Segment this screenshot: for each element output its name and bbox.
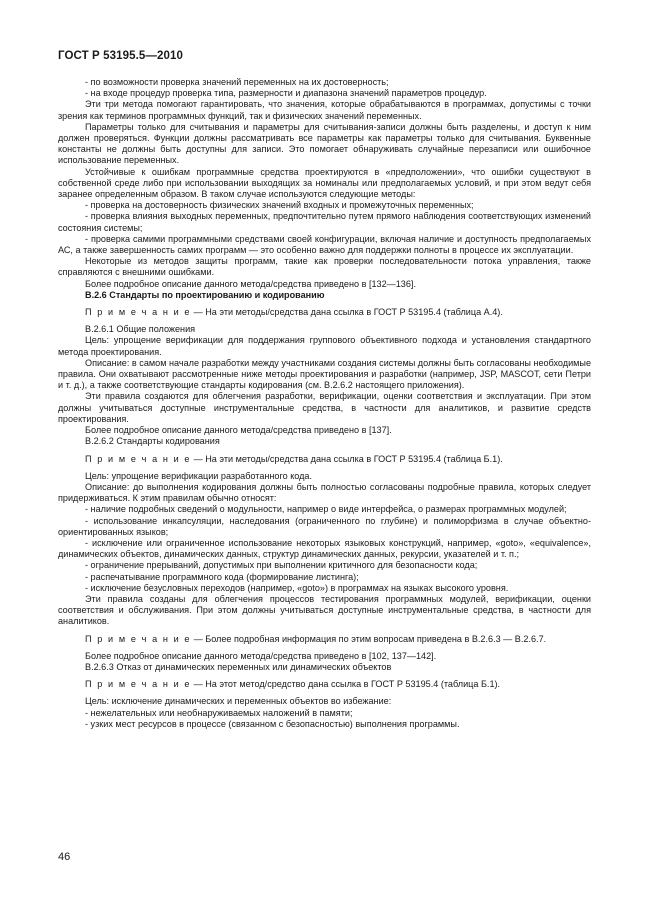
note-label: П р и м е ч а н и е — [85, 633, 192, 644]
paragraph: - проверка самими программными средствами своей конфигурации, включая наличие и доступность предполагаемых АС, а также завершенность самих программ — это особенно важно для поддержки полноты в процессе их эксплуатации. — [58, 233, 591, 256]
paragraph: - ограничение прерываний, допустимых при выполнении критичного для безопасности кода; — [85, 560, 478, 571]
note-label: П р и м е ч а н и е — [85, 453, 192, 464]
note — [58, 454, 591, 465]
note-label: П р и м е ч а н и е — [85, 307, 192, 318]
paragraph: - на входе процедур проверка типа, размерности и диапазона значений параметров процедур. — [85, 88, 487, 99]
paragraph: - по возможности проверка значений переменных на их достоверность; — [85, 77, 389, 87]
paragraph: Некоторые из методов защиты программ, такие как проверки последовательности потока управления, также справляются с внешними ошибками. — [58, 256, 591, 278]
paragraph: - использование инкапсуляции, наследования (ограниченного по глубине) и полиморфизма в случае объектно-ориентированных языков; — [58, 515, 591, 537]
paragraph: Устойчивые к ошибкам программные средства проектируются в «предположении», что ошибки существуют в собственной среде либо при использовании выходящих за номиналы или предполагаемых условий, и при этом ведут себя заранее определенным образом. В таком случае используются следующие методы: — [58, 166, 591, 200]
paragraph: Эти правила создаются для облегчения разработки, верификации, оценки соответствия и эксплуатации. При этом должны учитываться доступные инструментальные средства, в частности для аналитиков, и развитие средств проектирования. — [58, 391, 591, 424]
paragraph: - наличие подробных сведений о модульности, например о виде интерфейса, о размерах программных модулей; — [85, 504, 567, 515]
standard-code-header: ГОСТ Р 53195.5—2010 — [58, 50, 183, 62]
paragraph: Описание: до выполнения кодирования должны быть полностью согласованы подробные правила, которых следует придерживаться. К этим правилам обычно относят: — [58, 481, 591, 504]
section-heading: В.2.6 Стандарты по проектированию и кодированию — [85, 289, 325, 300]
paragraph: - распечатывание программного кода (формирование листинга); — [85, 571, 359, 582]
paragraph: - исключение безусловных переходов (например, «goto») в программах на языках высокого уровня. — [85, 582, 509, 593]
note-text: — На этот метод/средство дана ссылка в ГОСТ Р 53195.4 (таблица Б.1). — [191, 679, 501, 690]
paragraph: Цель: упрощение верификации для поддержания группового объективного подхода и установления стандартного метода проектирования. — [58, 335, 591, 357]
paragraph: Цель: упрощение верификации разработанного кода. — [85, 470, 313, 481]
paragraph: Более подробное описание данного метода/средства приведено в [102, 137—142]. — [85, 650, 437, 661]
paragraph: - исключение или ограниченное использование некоторых языковых конструкций, например, «goto», «equivalence», динамических объектов, динамических данных, структур динамических данных, рекурсии, указателей и т. п.; — [58, 537, 591, 560]
paragraph: - нежелательных или необнаруживаемых наложений в памяти; — [85, 707, 353, 718]
note-label: П р и м е ч а н и е — [85, 679, 192, 690]
note — [58, 307, 591, 318]
note-text: — Более подробная информация по этим вопросам приведена в В.2.6.3 — В.2.6.7. — [191, 633, 547, 644]
subsection-heading: В.2.6.2 Стандарты кодирования — [85, 436, 220, 447]
paragraph: Эти три метода помогают гарантировать, что значения, которые обрабатываются в программах, допустимы с точки зрения как терминов программных функций, так и физических значений переменных. — [58, 99, 591, 121]
paragraph: Параметры только для считывания и параметры для считывания-записи должны быть разделены, и доступ к ним должен проверяться. Функции должны рассматривать все параметры как параметры только для считывания. Буквенные константы не должны быть доступны для записи. Это помогает обнаруживать случайные перезаписи или ошибочное использование переменных. — [58, 121, 591, 166]
note-text: — На эти методы/средства дана ссылка в ГОСТ Р 53195.4 (таблица А.4). — [191, 307, 503, 318]
page-number: 46 — [58, 851, 71, 863]
paragraph: - проверка на достоверность физических значений входных и промежуточных переменных; — [85, 200, 474, 211]
note — [58, 634, 591, 645]
subsection-heading: В.2.6.1 Общие положения — [85, 324, 196, 335]
paragraph: Описание: в самом начале разработки между участниками создания системы должны быть согласованы необходимые правила. Они охватывают рассмотренные ниже методы проектирования и разработки (например, JSP, MASCOT, сети Петри и т. д.), а также соответствующие стандарты кодирования (см. В.2.6.2 настоящего приложения). — [58, 357, 591, 391]
document-body — [58, 77, 591, 730]
note — [58, 679, 591, 690]
paragraph: - узких мест ресурсов в процессе (связанном с безопасностью) выполнения программы. — [85, 718, 460, 729]
paragraph: Более подробное описание данного метода/средства приведено в [132—136]. — [85, 278, 416, 289]
paragraph: - проверка влияния выходных переменных, предпочтительно путем прямого наблюдения соответствующих изменений состояния системы; — [58, 211, 591, 233]
subsection-heading: В.2.6.3 Отказ от динамических переменных или динамических объектов — [85, 661, 392, 672]
paragraph: Цель: исключение динамических и переменных объектов во избежание: — [85, 696, 392, 707]
note-text: — На эти методы/средства дана ссылка в ГОСТ Р 53195.4 (таблица Б.1). — [191, 453, 503, 464]
paragraph: Эти правила созданы для облегчения процессов тестирования программных модулей, верификации, оценки соответствия и обслуживания. При этом должны учитываться доступные инструментальные средства, в частности для аналитиков. — [58, 593, 591, 627]
paragraph: Более подробное описание данного метода/средства приведено в [137]. — [85, 425, 392, 436]
